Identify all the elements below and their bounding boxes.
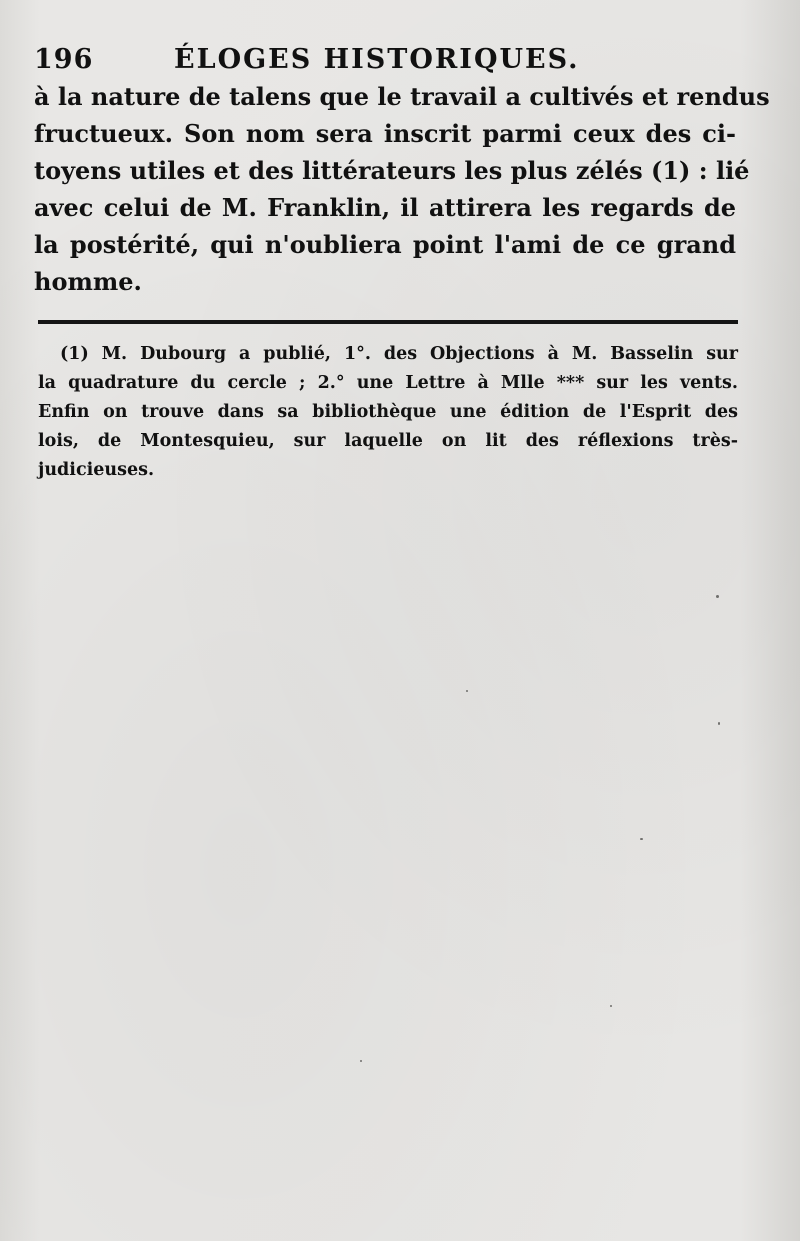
paper-speck [610,1005,612,1007]
body-line: la postérité, qui n'oubliera point l'ami de ce grand [34,230,736,259]
footnote-separator-rule [38,320,738,324]
paper-speck [718,722,720,725]
paper-speck [716,595,719,598]
paper-speck [466,690,468,692]
body-line: avec celui de M. Franklin, il attirera les regards de [34,193,736,222]
body-line: toyens utiles et des littérateurs les plus zélés (1) : lié [34,156,750,185]
body-line: homme. [34,267,142,296]
body-paragraph [34,78,770,300]
footnote-line: Enfin on trouve dans sa bibliothèque une édition de l'Esprit des [38,402,738,422]
footnote-line: judicieuses. [38,460,155,480]
footnote-line: lois, de Montesquieu, sur laquelle on lit des réflexions très- [38,431,738,451]
paper-speck [360,1060,362,1062]
page-header [34,40,734,80]
body-line: à la nature de talens que le travail a cultivés et rendus [34,82,770,111]
paper-speck [640,838,643,840]
footnote-line: la quadrature du cercle ; 2.° une Lettre à Mlle *** sur les vents. [38,373,738,393]
footnote [38,340,738,485]
running-head: ÉLOGES HISTORIQUES. [174,44,580,75]
footnote-line: (1) M. Dubourg a publié, 1°. des Objections à M. Basselin sur [60,344,738,364]
body-line: fructueux. Son nom sera inscrit parmi ceux des ci- [34,119,736,148]
page-number: 196 [34,44,94,75]
